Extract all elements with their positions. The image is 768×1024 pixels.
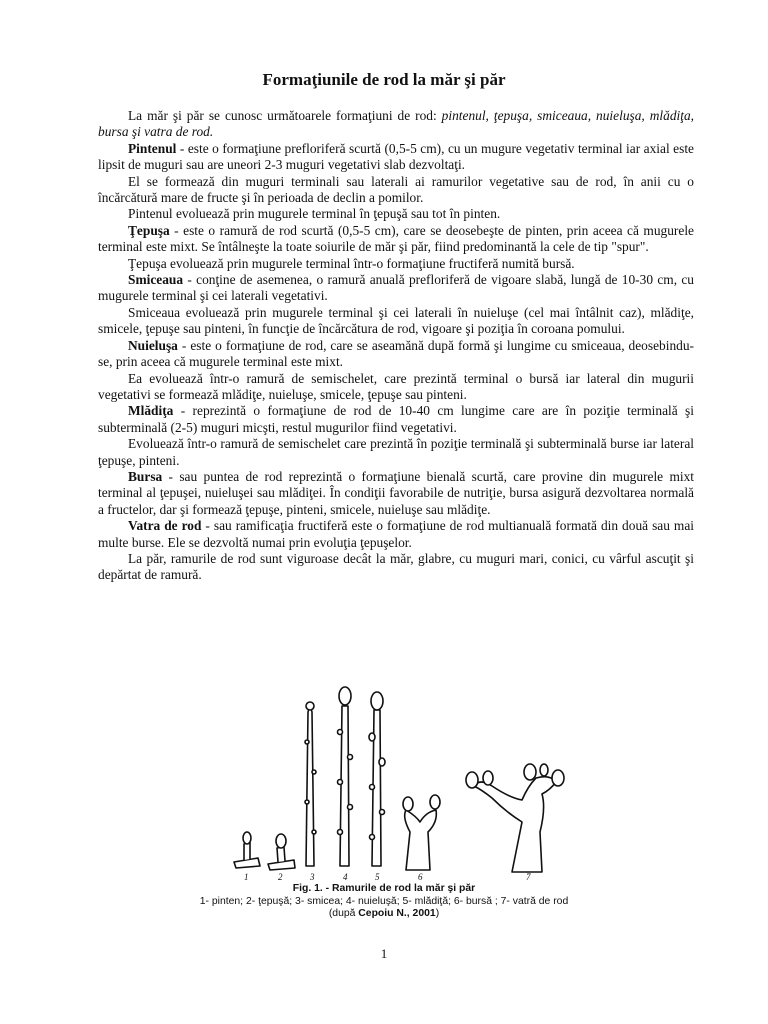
paragraph-text: La măr şi păr se cunosc următoarele formaţiuni de rod: bbox=[128, 108, 442, 123]
figure-number-label: 1 bbox=[244, 872, 249, 882]
paragraph-text: Smiceaua evoluează prin mugurele terminal şi cei laterali în nuieluşe (cel mai întâlnit caz), mlădiţe, smicele, ţepuşe sau pinteni, în funcţie de încărcătura de rod, vigoare şi poziţia în coroana pomului. bbox=[98, 304, 694, 337]
body-paragraph bbox=[98, 223, 694, 256]
fruiting-branches-illustration bbox=[230, 682, 590, 882]
caption-source-prefix: (după bbox=[328, 908, 359, 919]
term-heading: Ţepuşa bbox=[128, 222, 170, 238]
paragraph-text: pintenul, ţepuşa, smiceaua, nuieluşa, mlădiţa, bursa şi vatra de rod. bbox=[98, 108, 694, 140]
body-paragraph bbox=[98, 206, 694, 222]
paragraph-text: - sau ramificaţia fructiferă este o formaţiune de rod multianuală formată din două sau mai multe burse. Ele se dezvoltă numai prin evoluţia ţepuşelor. bbox=[98, 518, 694, 550]
term-heading: Pintenul bbox=[128, 140, 177, 156]
caption-title: Fig. 1. - Ramurile de rod la măr şi păr bbox=[292, 883, 476, 894]
branch-7-vatra-de-rod-drawing bbox=[466, 764, 564, 872]
paragraph-text: - este o formaţiune prefloriferă scurtă (0,5-5 cm), cu un mugure vegetativ terminal iar axial este lipsit de muguri sau are uneori 2-3 muguri vegetativi slab dezvoltaţi. bbox=[98, 140, 694, 173]
body-text bbox=[98, 108, 694, 584]
term-heading: Bursa bbox=[128, 468, 163, 484]
figure-number-label: 3 bbox=[310, 872, 315, 882]
branch-3-smicea-drawing bbox=[305, 702, 316, 866]
body-paragraph bbox=[98, 371, 694, 404]
page-title: Formaţiunile de rod la măr şi păr bbox=[262, 70, 506, 89]
paragraph-text: - sau puntea de rod reprezintă o formaţiune bienală scurtă, care provine din mugurele mixt terminal al ţepuşei, nuieluşei sau mlădiţei. În condiţii favorabile de nutriţie, bursa asigură dezvoltarea normală a fructelor, dar şi formează ţepuşe, pinteni, smicele, nuieluşe sau mlădiţe. bbox=[98, 468, 694, 517]
figure-caption bbox=[0, 883, 768, 921]
term-heading: Mlădiţa bbox=[128, 403, 174, 419]
paragraph-text: Evoluează într-o ramură de semischelet care prezintă în poziţie terminală şi subterminală burse iar lateral ţepuşe, pinteni. bbox=[98, 436, 694, 468]
body-paragraph bbox=[98, 141, 694, 174]
figure-number-label: 6 bbox=[418, 872, 423, 882]
caption-source-suffix: ) bbox=[435, 908, 440, 919]
paragraph-text: - conţine de asemenea, o ramură anuală prefloriferă de vigoare slabă, lungă de 10-30 cm, cu mugurele terminal şi cei laterali vegetativi. bbox=[98, 272, 694, 304]
figure-number-label: 2 bbox=[278, 872, 283, 882]
branch-2-tepusa-drawing bbox=[268, 834, 295, 870]
caption-legend: 1- pinten; 2- ţepuşă; 3- smicea; 4- nuieluşă; 5- mlădiţă; 6- bursă ; 7- vatră de rod bbox=[199, 895, 569, 907]
page-number: 1 bbox=[380, 946, 388, 961]
branch-1-pinten-drawing bbox=[234, 832, 260, 868]
figure-number-label: 7 bbox=[526, 872, 531, 882]
body-paragraph bbox=[98, 518, 694, 551]
body-paragraph bbox=[98, 338, 694, 371]
branch-6-bursa-drawing bbox=[403, 795, 440, 870]
figure-fruiting-branches bbox=[230, 682, 590, 882]
paragraph-text: Ţepuşa evoluează prin mugurele terminal într-o formaţiune fructiferă numită bursă. bbox=[128, 255, 575, 271]
body-paragraph bbox=[98, 108, 694, 141]
caption-source-author: Cepoiu N., 2001 bbox=[358, 908, 436, 919]
paragraph-text: Ea evoluează într-o ramură de semischelet, care prezintă terminal o bursă iar lateral din mugurii vegetativi se formează mlădiţe, nuieluşe, smicele, ţepuşe sau pinteni. bbox=[98, 370, 694, 402]
body-paragraph bbox=[98, 551, 694, 584]
body-paragraph bbox=[98, 469, 694, 518]
term-heading: Smiceaua bbox=[128, 272, 184, 288]
branch-4-nuielusa-drawing bbox=[338, 687, 353, 866]
body-paragraph bbox=[98, 403, 694, 436]
term-heading: Vatra de rod bbox=[128, 518, 202, 534]
branch-5-mladita-drawing bbox=[369, 692, 385, 866]
body-paragraph bbox=[98, 272, 694, 305]
body-paragraph bbox=[98, 436, 694, 469]
paragraph-text: Pintenul evoluează prin mugurele terminal în ţepuşă sau tot în pinten. bbox=[128, 206, 501, 222]
caption-source bbox=[0, 908, 768, 921]
paragraph-text: El se formează din muguri terminali sau laterali ai ramurilor vegetative sau de rod, în anii cu o încărcătură mare de fructe şi în perioada de declin a pomilor. bbox=[98, 173, 694, 206]
term-heading: Nuieluşa bbox=[128, 337, 178, 353]
body-paragraph bbox=[98, 305, 694, 338]
paragraph-text: - este o ramură de rod scurtă (0,5-5 cm), care se deosebeşte de pinten, prin aceea că mugurele terminal este mixt. Se întâlneşte la toate soiurile de măr şi păr, fiind predominantă la cele de tip "spur". bbox=[98, 222, 694, 255]
body-paragraph bbox=[98, 174, 694, 207]
body-paragraph bbox=[98, 256, 694, 272]
paragraph-text: - este o formaţiune de rod, care se aseamănă după formă şi lungime cu smiceaua, deosebindu-se, prin aceea că mugurele terminal este mixt. bbox=[98, 337, 694, 370]
paragraph-text: La păr, ramurile de rod sunt viguroase decât la măr, glabre, cu muguri mari, conici, cu vârful ascuţit şi depărtat de ramură. bbox=[98, 550, 694, 583]
figure-number-label: 4 bbox=[343, 872, 348, 882]
figure-number-label: 5 bbox=[375, 872, 380, 882]
paragraph-text: - reprezintă o formaţiune de rod de 10-40 cm lungime care are în poziţie terminală şi subterminală (2-5) muguri micşti, restul mugurilor fiind vegetativi. bbox=[98, 403, 694, 435]
